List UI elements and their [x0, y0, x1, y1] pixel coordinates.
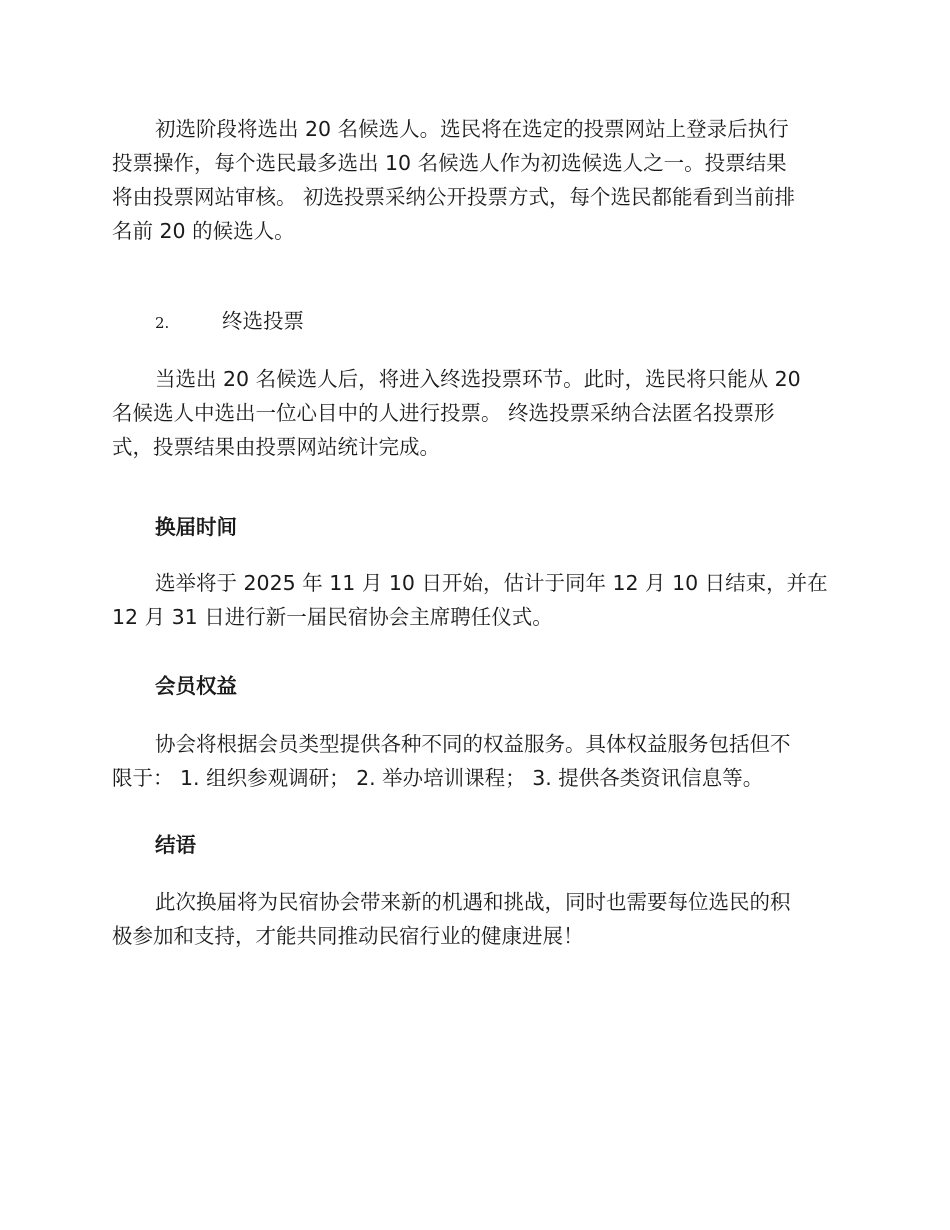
paragraph-line: 名前 20 的候选人。 — [112, 219, 295, 243]
paragraph-line: 此次换届将为民宿协会带来新的机遇和挑战，同时也需要每位选民的积 — [155, 890, 791, 914]
paragraph-line: 协会将根据会员类型提供各种不同的权益服务。具体权益服务包括但不 — [155, 732, 791, 756]
paragraph-line: 将由投票网站审核。 初选投票采纳公开投票方式，每个选民都能看到当前排 — [112, 185, 796, 209]
paragraph-line: 12 月 31 日进行新一届民宿协会主席聘任仪式。 — [112, 605, 553, 629]
list-number: 2. — [155, 314, 170, 332]
paragraph-line: 极参加和支持，才能共同推动民宿行业的健康进展！ — [112, 924, 584, 948]
member-rights-heading: 会员权益 — [155, 674, 237, 698]
paragraph-line: 限于： 1. 组织参观调研； 2. 举办培训课程； 3. 提供各类资讯信息等。 — [112, 766, 764, 790]
term-time-paragraph — [112, 566, 837, 634]
conclusion-paragraph — [112, 885, 837, 953]
conclusion-heading: 结语 — [155, 833, 196, 857]
paragraph-line: 初选阶段将选出 20 名候选人。选民将在选定的投票网站上登录后执行 — [155, 117, 789, 141]
paragraph-line: 式，投票结果由投票网站统计完成。 — [112, 435, 440, 459]
final-vote-paragraph — [112, 362, 837, 464]
paragraph-line: 当选出 20 名候选人后，将进入终选投票环节。此时，选民将只能从 20 — [155, 367, 801, 391]
paragraph-line: 选举将于 2025 年 11 月 10 日开始，估计于同年 12 月 10 日结束，并在 — [155, 571, 828, 595]
list-title: 终选投票 — [222, 309, 304, 333]
primary-vote-paragraph — [112, 112, 837, 248]
final-vote-list-item — [155, 304, 304, 340]
term-time-heading: 换届时间 — [155, 515, 237, 539]
paragraph-line: 名候选人中选出一位心目中的人进行投票。 终选投票采纳合法匿名投票形 — [112, 401, 775, 425]
member-rights-paragraph — [112, 727, 837, 795]
paragraph-line: 投票操作，每个选民最多选出 10 名候选人作为初选候选人之一。投票结果 — [112, 151, 787, 175]
